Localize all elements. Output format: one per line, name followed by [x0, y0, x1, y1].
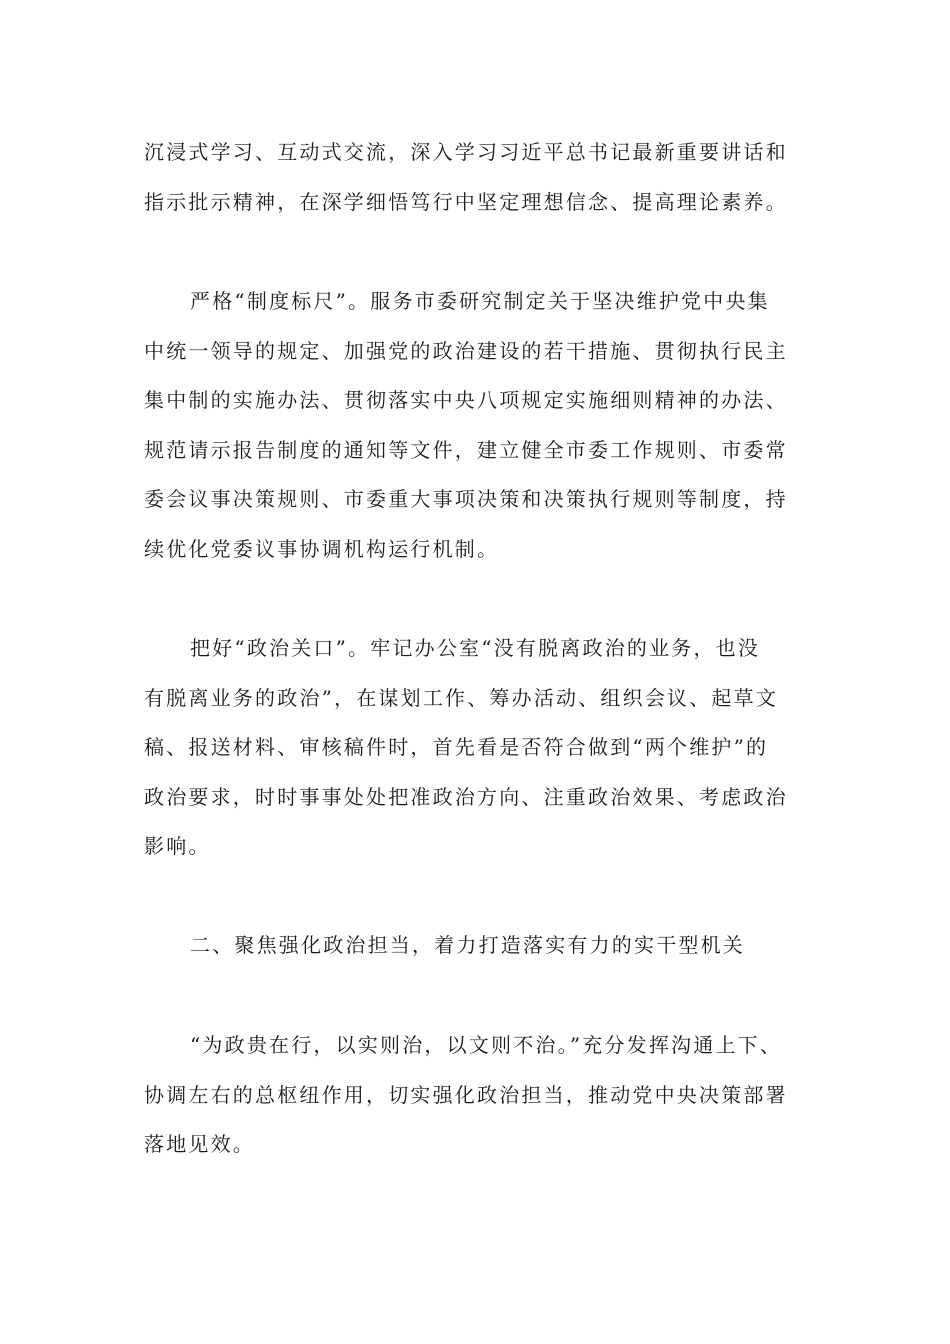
text-line: 中统一领导的规定、加强党的政治建设的若干措施、贯彻执行民主: [144, 339, 788, 363]
text-line: 有脱离业务的政治”，在谋划工作、筹办活动、组织会议、起草文: [144, 686, 779, 710]
text-line: 把好“政治关口”。牢记办公室“没有脱离政治的业务，也没: [190, 636, 761, 660]
text-line: 指示批示精神，在深学细悟笃行中坚定理想信念、提高理论素养。: [144, 190, 788, 214]
text-line: 续优化党委议事协调机构运行机制。: [144, 537, 500, 561]
heading-text: 二、聚焦强化政治担当，着力打造落实有力的实干型机关: [190, 933, 745, 957]
text-line: 严格“制度标尺”。服务市委研究制定关于坚决维护党中央集: [190, 289, 770, 313]
text-line: 影响。: [144, 834, 211, 858]
text-line: 集中制的实施办法、贯彻落实中央八项规定实施细则精神的办法、: [144, 388, 788, 412]
text-line: 委会议事决策规则、市委重大事项决策和决策执行规则等制度，持: [144, 487, 788, 511]
text-line: “为政贵在行，以实则治，以文则不治。”充分发挥沟通上下、: [190, 1033, 783, 1057]
text-line: 规范请示报告制度的通知等文件，建立健全市委工作规则、市委常: [144, 438, 788, 462]
text-line: 沉浸式学习、互动式交流，深入学习习近平总书记最新重要讲话和: [144, 140, 788, 164]
text-line: 落地见效。: [144, 1132, 255, 1156]
text-line: 稿、报送材料、审核稿件时，首先看是否符合做到“两个维护”的: [144, 735, 769, 759]
text-line: 协调左右的总枢纽作用，切实强化政治担当，推动党中央决策部署: [144, 1083, 788, 1107]
text-line: 政治要求，时时事事处处把准政治方向、注重政治效果、考虑政治: [144, 785, 788, 809]
